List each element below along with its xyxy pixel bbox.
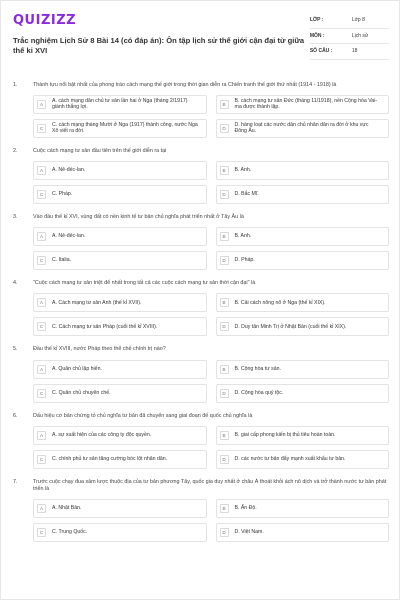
answer-option[interactable] (216, 293, 390, 312)
question-number: 7. (13, 478, 18, 485)
answer-option[interactable] (33, 293, 207, 312)
question-header (13, 413, 389, 420)
question-header (13, 346, 389, 353)
option-letter-box: C (37, 124, 46, 133)
question-list (13, 82, 389, 543)
answer-option[interactable] (216, 360, 390, 379)
answer-option[interactable] (33, 185, 207, 204)
question-header (13, 82, 389, 89)
question-text: Vào đầu thế kỉ XVI, vùng đất có nền kinh tế tư bản chủ nghĩa phát triển nhất ở Tây Âu là (33, 213, 244, 220)
option-letter-box: A (37, 504, 46, 513)
answer-option[interactable] (216, 426, 390, 445)
option-letter-box: C (37, 190, 46, 199)
meta-subject (310, 33, 389, 45)
question-header (13, 479, 389, 493)
question-item (13, 413, 389, 469)
question-text: Cuộc cách mạng tư sản đầu tiên trên thế giới diễn ra tại (33, 147, 167, 154)
option-letter-box: B (220, 431, 229, 440)
question-text: "Cuộc cách mạng tư sản triệt để nhất trong tất cả các cuộc cách mạng tư sản thời cận đại" là (33, 280, 256, 287)
answer-option[interactable] (216, 499, 390, 518)
option-text: D. Cộng hòa quý tộc. (234, 389, 284, 396)
answer-option[interactable] (33, 317, 207, 336)
option-text: A. Quân chủ lập hiến. (52, 365, 102, 372)
question-item (13, 280, 389, 336)
option-text: D. các nước tư bản đẩy mạnh xuất khẩu tư bản. (234, 455, 346, 462)
option-text: B. cách mạng tư sản Đức (tháng 11/1918), nền Cộng hòa Vai-ma được thành lập. (234, 97, 378, 111)
question-number: 5. (13, 346, 18, 353)
question-item (13, 148, 389, 204)
question-header (13, 214, 389, 221)
question-item (13, 214, 389, 270)
option-text: A. cách mạng dân chủ tư sản lần hai ở Nga (tháng 2/1917) giành thắng lợi. (52, 97, 188, 111)
question-item (13, 346, 389, 402)
option-text: C. Pháp. (52, 191, 73, 198)
option-text: A. Cách mạng tư sản Anh (thế kỉ XVII). (52, 299, 142, 306)
answer-options (13, 95, 389, 138)
question-item (13, 82, 389, 138)
meta-class (310, 17, 389, 29)
answer-option[interactable] (216, 227, 390, 246)
option-letter-box: C (37, 322, 46, 331)
option-letter-box: D (220, 455, 229, 464)
option-letter-box: A (37, 100, 46, 109)
option-text: C. Quân chủ chuyên chế. (52, 389, 111, 396)
option-text: C. Italia. (52, 257, 72, 264)
answer-option[interactable] (216, 317, 390, 336)
question-text: Đầu thế kỉ XVIII, nước Pháp theo thể chế chính trị nào? (33, 346, 166, 353)
answer-option[interactable] (33, 523, 207, 542)
meta-value: 18 (351, 48, 358, 54)
answer-option[interactable] (33, 119, 207, 138)
option-letter-box: A (37, 298, 46, 307)
answer-option[interactable] (216, 251, 390, 270)
option-letter-box: B (220, 166, 229, 175)
question-number: 3. (13, 213, 18, 220)
answer-option[interactable] (216, 384, 390, 403)
option-letter-box: C (37, 389, 46, 398)
option-letter-box: A (37, 431, 46, 440)
header-left (13, 13, 310, 64)
answer-options (13, 499, 389, 542)
option-letter-box: C (37, 256, 46, 265)
answer-option[interactable] (216, 450, 390, 469)
question-text: Trước cuộc chạy đua xâm lược thuộc địa của tư bản phương Tây, quốc gia duy nhất ở châu Á thoát khỏi ách nô dịch và trở thành nước tư bản phát triển là (33, 478, 387, 492)
answer-option[interactable] (33, 426, 207, 445)
answer-options (13, 426, 389, 469)
meta-value: Lớp 8 (351, 17, 365, 23)
meta-label: LỚP : (309, 17, 324, 23)
meta-label: SỐ CÂU : (309, 48, 333, 54)
option-letter-box: D (220, 528, 229, 537)
question-number: 2. (13, 147, 18, 154)
answer-option[interactable] (33, 384, 207, 403)
question-number: 4. (13, 280, 18, 287)
meta-value: Lịch sử (351, 32, 369, 39)
option-letter-box: C (37, 455, 46, 464)
option-letter-box: A (37, 365, 46, 374)
option-text: C. Cách mạng tư sản Pháp (cuối thế kỉ XVIII). (52, 323, 158, 330)
worksheet-header (13, 13, 389, 64)
option-text: D. Bắc Mĩ. (234, 191, 259, 198)
answer-option[interactable] (33, 499, 207, 518)
option-text: B. Ấn Độ. (234, 505, 257, 512)
option-text: D. Việt Nam. (234, 529, 264, 536)
option-text: A. sự xuất hiện của các công ty độc quyền. (52, 431, 152, 438)
option-text: D. Duy tân Minh Trị ở Nhật Bản (cuối thế kỉ XIX). (234, 323, 347, 330)
answer-option[interactable] (216, 119, 390, 138)
option-text: B. Anh. (234, 167, 252, 174)
option-text: B. Cải cách nông nô ở Nga (thế kỉ XIX). (234, 299, 326, 306)
option-text: B. giai cấp phong kiến bị thủ tiêu hoàn toàn. (234, 431, 336, 438)
option-letter-box: B (220, 298, 229, 307)
option-letter-box: D (220, 124, 229, 133)
question-number: 1. (13, 81, 18, 88)
answer-option[interactable] (33, 450, 207, 469)
option-letter-box: B (220, 232, 229, 241)
answer-option[interactable] (216, 161, 390, 180)
option-text: D. Pháp. (234, 257, 255, 264)
option-letter-box: D (220, 389, 229, 398)
option-letter-box: D (220, 256, 229, 265)
answer-option[interactable] (216, 523, 390, 542)
answer-options (13, 360, 389, 403)
option-text: C. chính phủ tư sản tăng cường bóc lột nhân dân. (52, 455, 168, 462)
answer-option[interactable] (33, 360, 207, 379)
answer-option[interactable] (33, 95, 207, 114)
option-letter-box: A (37, 166, 46, 175)
option-text: B. Anh. (234, 233, 252, 240)
option-text: D. hàng loạt các nước dân chủ nhân dân ra đời ở khu vực Đông Âu. (234, 121, 369, 135)
option-text: C. cách mạng tháng Mười ở Nga (1917) thành công, nước Nga Xô viết ra đời. (52, 121, 198, 135)
answer-options (13, 161, 389, 204)
option-letter-box: C (37, 528, 46, 537)
meta-label: MÔN : (309, 32, 325, 39)
option-text: A. Nê-đéc-lan. (52, 167, 86, 174)
option-letter-box: B (220, 504, 229, 513)
question-text: Thành tựu nổi bật nhất của phong trào cách mạng thế giới trong thời gian diễn ra Chiến tranh thế giới thứ nhất (1914 - 1918) là (33, 81, 337, 88)
option-text: A. Nhật Bản. (52, 505, 82, 512)
option-letter-box: D (220, 322, 229, 331)
worksheet-title: Trắc nghiệm Lịch Sử 8 Bài 14 (có đáp án): Ôn tập lịch sử thế giới cận đại từ giữa thế kỉ XVI (13, 36, 305, 55)
question-item (13, 479, 389, 542)
option-letter-box: D (220, 190, 229, 199)
question-number: 6. (13, 412, 18, 419)
option-letter-box: A (37, 232, 46, 241)
option-letter-box: B (220, 365, 229, 374)
worksheet-meta (310, 17, 389, 64)
answer-option[interactable] (33, 251, 207, 270)
answer-option[interactable] (216, 95, 390, 114)
option-letter-box: B (220, 100, 229, 109)
question-text: Dấu hiệu cơ bản chứng tỏ chủ nghĩa tư bản đã chuyển sang giai đoạn đế quốc chủ nghĩa là (33, 412, 253, 419)
option-text: A. Nê-đéc-lan. (52, 233, 86, 240)
answer-option[interactable] (33, 161, 207, 180)
answer-option[interactable] (216, 185, 390, 204)
option-text: B. Cộng hòa tư sản. (234, 365, 281, 372)
answer-option[interactable] (33, 227, 207, 246)
question-header (13, 280, 389, 287)
answer-options (13, 227, 389, 270)
question-header (13, 148, 389, 155)
option-text: C. Trung Quốc. (52, 529, 88, 536)
meta-question-count (310, 48, 389, 60)
quizizz-logo: QUIZIZZ (13, 13, 77, 28)
answer-options (13, 293, 389, 336)
